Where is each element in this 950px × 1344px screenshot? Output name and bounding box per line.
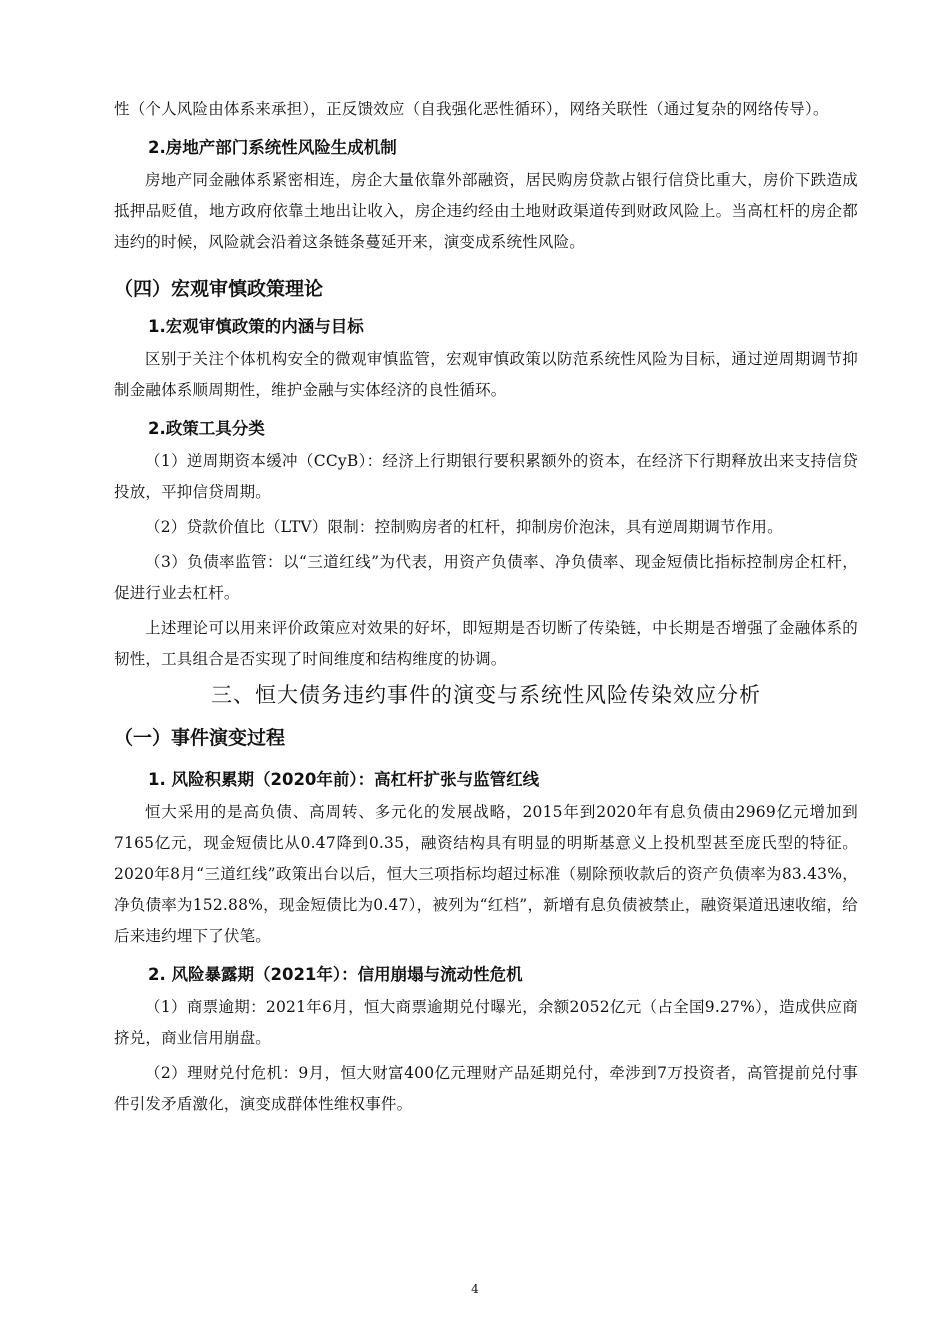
paragraph-wealth-product-crisis: （2）理财兑付危机：9月，恒大财富400亿元理财产品延期兑付，牵涉到7万投资者，高管提前兑付事件引发矛盾激化，演变成群体性维权事件。 [114,1064,858,1113]
paragraph-risk-characteristics-end: 性（个人风险由体系来承担），正反馈效应（自我强化恶性循环），网络关联性（通过复杂的网络传导）。 [114,100,829,118]
heading-policy-tools: 2.政策工具分类 [148,418,265,438]
paragraph-real-estate-mechanism: 房地产同金融体系紧密相连，房企大量依靠外部融资，居民购房贷款占银行信贷比重大，房价下跌造成抵押品贬值，地方政府依靠土地出让收入，房企违约经由土地财政渠道传到财政风险上。当高杠杆的房企都违约的时候，风险就会沿着这条链条蔓延开来，演变成系统性风险。 [114,171,858,251]
page-number: 4 [471,1282,479,1296]
heading-risk-exposure: 2. 风险暴露期（2021年）：信用崩塌与流动性危机 [148,964,523,984]
paragraph-macroprudential-goal: 区别于关注个体机构安全的微观审慎监管，宏观审慎政策以防范系统性风险为目标，通过逆周期调节抑制金融体系顺周期性，维护金融与实体经济的良性循环。 [114,350,858,399]
page-body [114,94,858,1120]
heading-macroprudential-goal: 1.宏观审慎政策的内涵与目标 [148,316,364,336]
heading-risk-accumulation: 1. 风险积累期（2020年前）：高杠杆扩张与监管红线 [148,769,540,789]
heading-real-estate-mechanism: 2.房地产部门系统性风险生成机制 [148,137,397,157]
paragraph-commercial-paper-overdue: （1）商票逾期：2021年6月，恒大商票逾期兑付曝光，余额2052亿元（占全国9.27%），造成供应商挤兑，商业信用崩盘。 [114,998,858,1047]
paragraph-tool-ltv: （2）贷款价值比（LTV）限制：控制购房者的杠杆，抑制房价泡沫，具有逆周期调节作用。 [145,518,783,536]
paragraph-risk-accumulation: 恒大采用的是高负债、高周转、多元化的发展战略，2015年到2020年有息负债由2969亿元增加到7165亿元，现金短债比从0.47降到0.35，融资结构具有明显的明斯基意义上投机型甚至庞氏型的特征。2020年8月“三道红线”政策出台以后，恒大三项指标均超过标准（剔除预收款后的资产负债率为83.43%，净负债率为152.88%，现金短债比为0.47），被列为“红档”，新增有息负债被禁止，融资渠道迅速收缩，给后来违约埋下了伏笔。 [114,803,858,945]
heading-section-three: 三、恒大债务违约事件的演变与系统性风险传染效应分析 [211,683,761,707]
heading-event-evolution: （一）事件演变过程 [114,726,286,749]
paragraph-tool-ccyb: （1）逆周期资本缓冲（CCyB）：经济上行期银行要积累额外的资本，在经济下行期释放出来支持信贷投放，平抑信贷周期。 [114,452,858,501]
heading-macroprudential-theory: （四）宏观审慎政策理论 [114,277,324,300]
paragraph-theory-evaluation: 上述理论可以用来评价政策应对效果的好坏，即短期是否切断了传染链，中长期是否增强了金融体系的韧性，工具组合是否实现了时间维度和结构维度的协调。 [114,619,858,668]
paragraph-tool-debt-ratio: （3）负债率监管：以“三道红线”为代表，用资产负债率、净负债率、现金短债比指标控制房企杠杆，促进行业去杠杆。 [114,553,858,602]
